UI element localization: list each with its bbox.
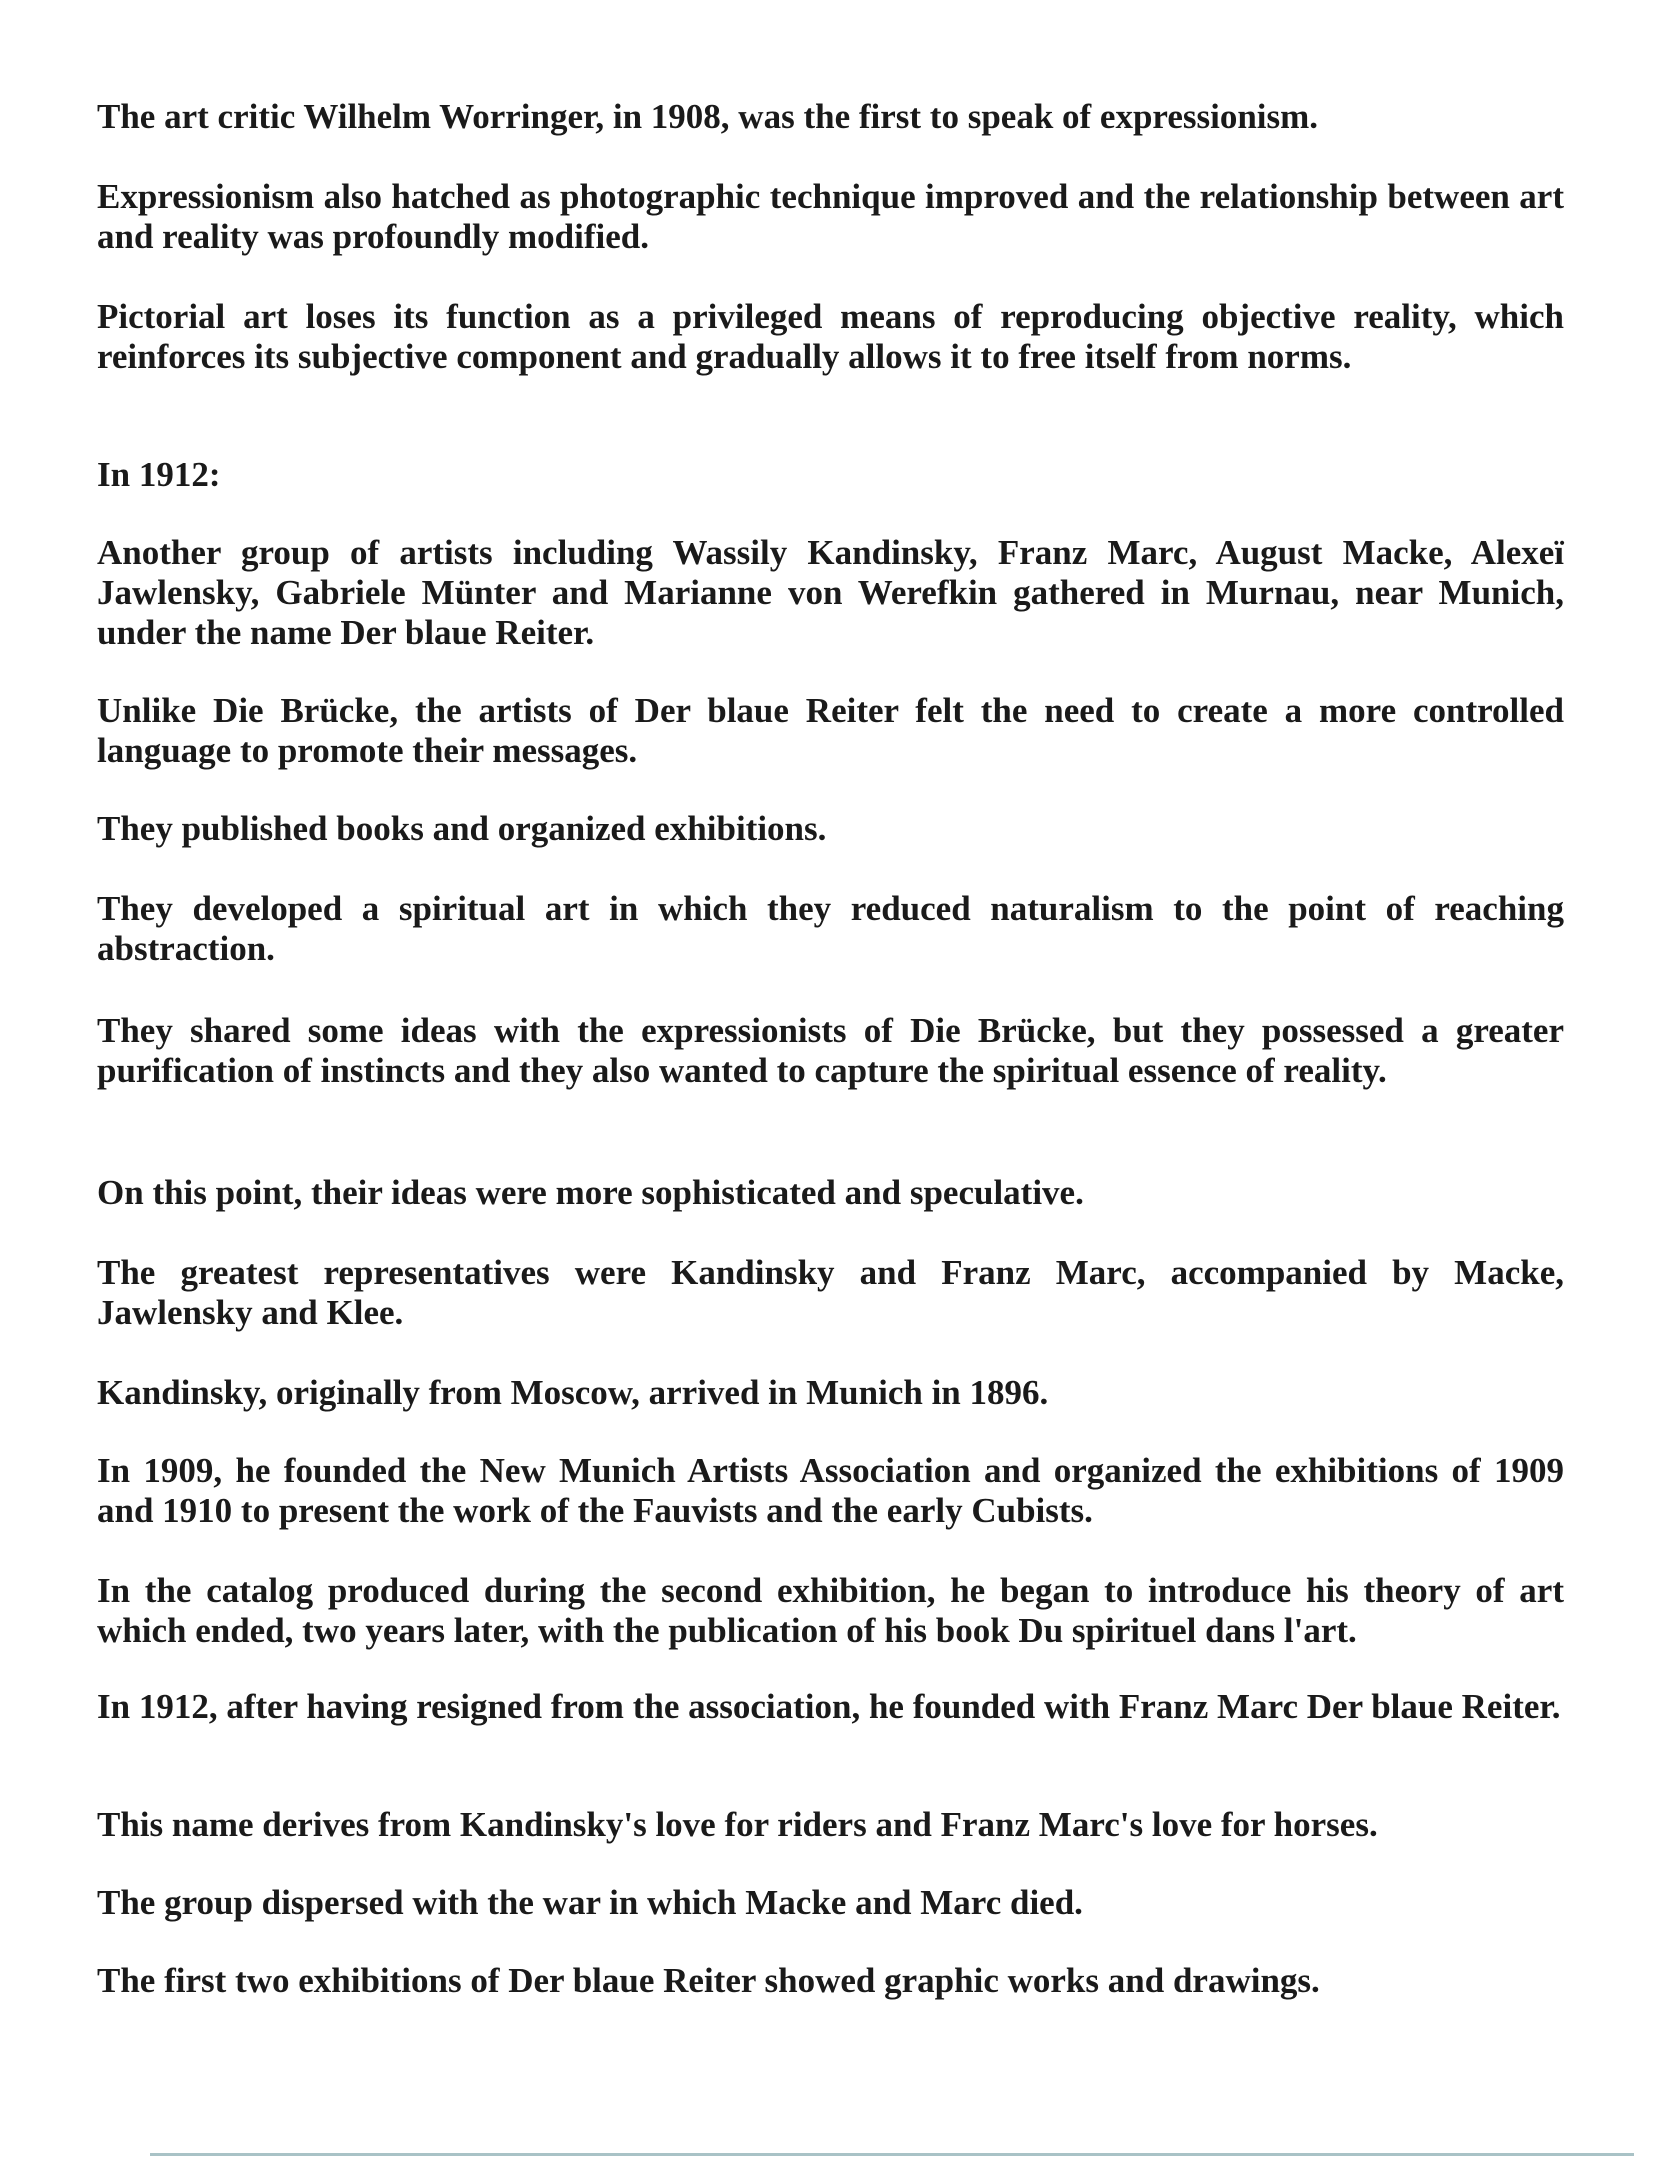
paragraph-publications: They published books and organized exhibitions.: [97, 809, 827, 848]
document-page: [97, 97, 1564, 2017]
paragraph-artist-group: Another group of artists including Wassily Kandinsky, Franz Marc, August Macke, Alexeï Jawlensky, Gabriele Münter and Marianne von Werefkin gathered in Murnau, near Munich, under the name Der blaue Reiter.: [97, 533, 1564, 652]
paragraph-founding-1912: In 1912, after having resigned from the association, he founded with Franz Marc Der blaue Reiter.: [97, 1687, 1561, 1726]
paragraph-name-origin: This name derives from Kandinsky's love for riders and Franz Marc's love for horses.: [97, 1805, 1378, 1844]
page-bottom-edge: [150, 2153, 1634, 2156]
paragraph-worringer: The art critic Wilhelm Worringer, in 1908, was the first to speak of expressionism.: [97, 97, 1319, 136]
paragraph-association-1909: In 1909, he founded the New Munich Artists Association and organized the exhibitions of 1909 and 1910 to present the work of the Fauvists and the early Cubists.: [97, 1451, 1564, 1530]
paragraph-kandinsky-origin: Kandinsky, originally from Moscow, arrived in Munich in 1896.: [97, 1373, 1049, 1412]
paragraph-shared-ideas: They shared some ideas with the expressionists of Die Brücke, but they possessed a greater purification of instincts and they also wanted to capture the spiritual essence of reality.: [97, 1011, 1564, 1090]
paragraph-in-1912: In 1912:: [97, 455, 221, 494]
paragraph-dispersal: The group dispersed with the war in which Macke and Marc died.: [97, 1883, 1083, 1922]
paragraph-unlike-die-brucke: Unlike Die Brücke, the artists of Der blaue Reiter felt the need to create a more controlled language to promote their messages.: [97, 691, 1564, 770]
paragraph-photography: Expressionism also hatched as photographic technique improved and the relationship between art and reality was profoundly modified.: [97, 177, 1564, 256]
paragraph-spiritual-art: They developed a spiritual art in which they reduced naturalism to the point of reaching abstraction.: [97, 889, 1564, 968]
paragraph-sophisticated: On this point, their ideas were more sophisticated and speculative.: [97, 1173, 1084, 1212]
paragraph-catalog: In the catalog produced during the second exhibition, he began to introduce his theory of art which ended, two years later, with the publication of his book Du spirituel dans l'art.: [97, 1571, 1564, 1650]
paragraph-pictorial-art: Pictorial art loses its function as a privileged means of reproducing objective reality, which reinforces its subjective component and gradually allows it to free itself from norms.: [97, 297, 1564, 376]
paragraph-representatives: The greatest representatives were Kandinsky and Franz Marc, accompanied by Macke, Jawlensky and Klee.: [97, 1253, 1564, 1332]
paragraph-exhibitions: The first two exhibitions of Der blaue Reiter showed graphic works and drawings.: [97, 1961, 1320, 2000]
